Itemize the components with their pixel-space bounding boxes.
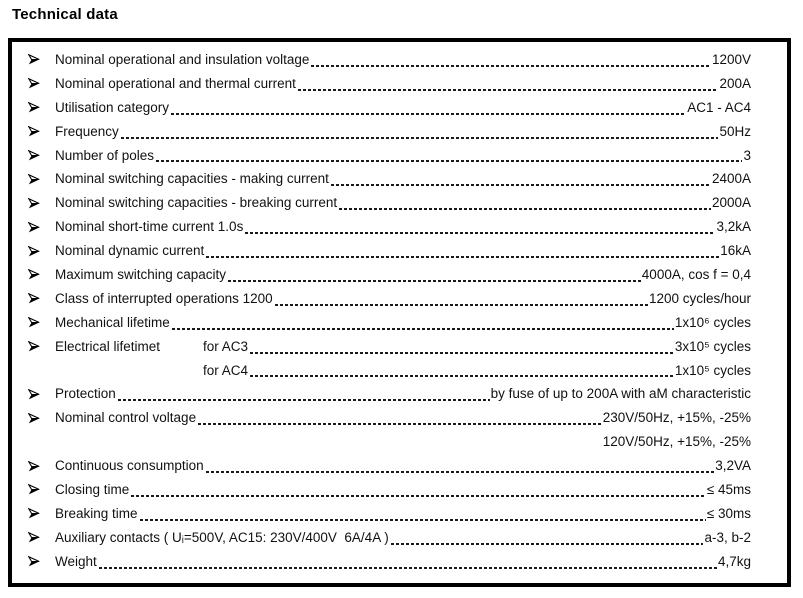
arrow-bullet-icon	[28, 316, 55, 329]
arrow-bullet-icon	[28, 173, 55, 186]
spec-row	[28, 311, 751, 335]
spec-row	[28, 239, 751, 263]
spec-value: 230V/50Hz, +15%, -25%	[602, 410, 751, 426]
spec-row	[28, 430, 751, 454]
dotted-leader	[198, 423, 602, 425]
spec-label: Breaking time	[55, 505, 138, 521]
spec-value: 2400A	[711, 171, 751, 187]
dotted-leader	[206, 471, 715, 473]
spec-value: 1200 cycles/hour	[648, 290, 751, 306]
dotted-leader	[131, 495, 706, 497]
spec-row	[28, 502, 751, 526]
arrow-bullet-icon	[28, 245, 55, 258]
spec-value: 2000A	[711, 195, 751, 211]
spec-label: Nominal operational and thermal current	[55, 75, 296, 91]
dotted-leader	[245, 232, 715, 234]
dotted-leader	[228, 280, 641, 282]
spec-row	[28, 550, 751, 574]
spec-row	[28, 454, 751, 478]
spec-label: Nominal switching capacities - breaking current	[55, 195, 338, 211]
spec-value: ≤ 45ms	[706, 482, 751, 498]
dotted-leader	[172, 328, 674, 330]
spec-row	[28, 382, 751, 406]
arrow-bullet-icon	[28, 197, 55, 210]
arrow-bullet-icon	[28, 388, 55, 401]
spec-row	[28, 287, 751, 311]
arrow-bullet-icon	[28, 340, 55, 353]
spec-value: 3	[743, 147, 751, 163]
arrow-bullet-icon	[28, 125, 55, 138]
spec-value: 3x10⁵ cycles	[674, 338, 751, 354]
spec-label: Continuous consumption	[55, 458, 204, 474]
arrow-bullet-icon	[28, 555, 55, 568]
spec-label: Protection	[55, 386, 116, 402]
spec-value: by fuse of up to 200A with aM characteristic	[490, 386, 751, 402]
spec-row	[28, 191, 751, 215]
spec-row	[28, 48, 751, 72]
arrow-bullet-icon	[28, 149, 55, 162]
arrow-bullet-icon	[28, 483, 55, 496]
spec-value: 4,7kg	[717, 553, 751, 569]
dotted-leader	[250, 352, 674, 354]
dotted-leader	[156, 160, 742, 162]
arrow-bullet-icon	[28, 53, 55, 66]
spec-label: Number of poles	[55, 147, 155, 163]
arrow-bullet-icon	[28, 531, 55, 544]
spec-label: Nominal short-time current 1.0s	[55, 219, 244, 235]
spec-sublabel: for AC3	[203, 338, 249, 354]
dotted-leader	[99, 567, 717, 569]
spec-sublabel: for AC4	[203, 362, 249, 378]
spec-row	[28, 72, 751, 96]
spec-rows	[28, 48, 751, 574]
dotted-leader	[171, 113, 686, 115]
page-title: Technical data	[12, 6, 118, 23]
arrow-bullet-icon	[28, 77, 55, 90]
dotted-leader	[331, 184, 711, 186]
spec-row	[28, 406, 751, 430]
spec-row	[28, 167, 751, 191]
dotted-leader	[339, 208, 711, 210]
spec-value: a-3, b-2	[704, 529, 751, 545]
dotted-leader	[311, 65, 711, 67]
spec-label: Mechanical lifetime	[55, 314, 170, 330]
spec-value: 3,2kA	[716, 219, 751, 235]
dotted-leader	[121, 137, 719, 139]
spec-label: Auxiliary contacts ( Uᵢ=500V, AC15: 230V/400V 6A/4A )	[55, 529, 389, 545]
spec-value: 1x10⁶ cycles	[674, 314, 751, 330]
spec-row	[28, 335, 751, 359]
spec-label: Nominal operational and insulation voltage	[55, 52, 310, 67]
spec-value: 1200V	[711, 52, 751, 67]
spec-row	[28, 526, 751, 550]
spec-value: AC1 - AC4	[687, 99, 751, 115]
spec-value: 120V/50Hz, +15%, -25%	[602, 434, 751, 450]
spec-label: Closing time	[55, 482, 130, 498]
dotted-leader	[391, 543, 704, 545]
dotted-leader	[206, 256, 719, 258]
spec-value: 4000A, cos f = 0,4	[641, 267, 751, 283]
spec-label: Weight	[55, 553, 97, 569]
arrow-bullet-icon	[28, 460, 55, 473]
spec-row	[28, 120, 751, 144]
technical-data-box	[8, 38, 791, 587]
spec-label: Nominal dynamic current	[55, 243, 205, 259]
arrow-bullet-icon	[28, 507, 55, 520]
spec-value: 1x10⁵ cycles	[674, 362, 751, 378]
spec-row	[28, 215, 751, 239]
spec-value: 200A	[719, 75, 751, 91]
spec-label: Class of interrupted operations 1200	[55, 290, 273, 306]
spec-label: Frequency	[55, 123, 119, 139]
spec-label: Utilisation category	[55, 99, 170, 115]
spec-value: 16kA	[720, 243, 751, 259]
dotted-leader	[250, 375, 674, 377]
spec-row	[28, 263, 751, 287]
spec-label: Nominal control voltage	[55, 410, 197, 426]
dotted-leader	[298, 89, 719, 91]
arrow-bullet-icon	[28, 292, 55, 305]
spec-row	[28, 144, 751, 168]
spec-row	[28, 96, 751, 120]
dotted-leader	[118, 399, 490, 401]
arrow-bullet-icon	[28, 268, 55, 281]
spec-value: 3,2VA	[715, 458, 751, 474]
arrow-bullet-icon	[28, 412, 55, 425]
arrow-bullet-icon	[28, 221, 55, 234]
dotted-leader	[275, 304, 648, 306]
spec-row	[28, 478, 751, 502]
arrow-bullet-icon	[28, 101, 55, 114]
spec-value: ≤ 30ms	[706, 505, 751, 521]
dotted-leader	[140, 519, 706, 521]
spec-value: 50Hz	[719, 123, 751, 139]
spec-label: Electrical lifetimet	[55, 338, 161, 354]
spec-label: Maximum switching capacity	[55, 267, 227, 283]
spec-row	[28, 359, 751, 383]
spec-label: Nominal switching capacities - making current	[55, 171, 329, 187]
